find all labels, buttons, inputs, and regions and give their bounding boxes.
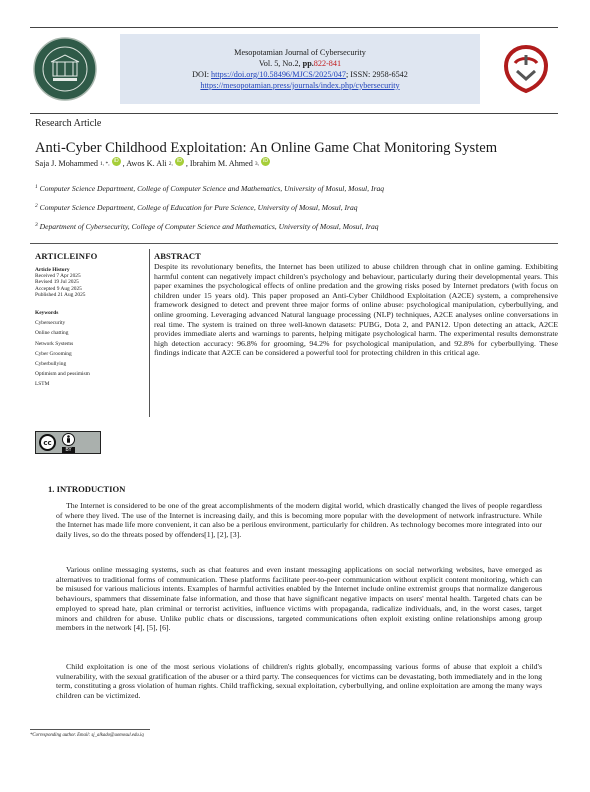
author-superscript: 3, [254,160,260,167]
author-name: Saja J. Mohammed [35,159,98,168]
history-item: Published 21 Aug 2025 [35,291,86,298]
orcid-icon[interactable]: iD [176,158,182,164]
author-name: , Awos K. Ali [122,159,167,168]
author-name: , Ibrahim M. Ahmed [185,159,253,168]
intro-paragraph-2: Various online messaging systems, such as chat features and even instant messaging applications on social networking websites, have emerged as alternatives to traditional forms of communication. These platforms facilitate peer-to-peer communication without explicit content monitoring, which can be misused for various malicious intents. Examples of harmful activities enabled by the Internet include online extremist groups that normalize dangerous behaviours, spammers that disseminate false information, and those that have significant negative impacts on users' mental health. Targeted chats can be employed to spread hate, plan criminal or terrorist activities, influence victims with propaganda, radicalize individuals, and, in the worst cases, target minors and children for abuse. Unlike public chats or discussions, targeted communications often exploit existing online relationships among group members in the network [4], [5], [6]. [56,565,542,633]
article-info-heading: ARTICLEINFO [35,251,98,261]
affiliation-3: $^3$ Department of Cybersecurity, College of Computer Science and Mathematics, University of Mosul, Mosul, Iraq [35,222,379,231]
page-range: 822-841 [313,58,342,68]
introduction-heading: 1. INTRODUCTION [48,484,126,494]
article-info-column [35,251,145,390]
author-superscript: 1, *, [100,160,110,167]
orcid-icon[interactable]: iD [113,158,119,164]
university-seal-logo [30,34,100,104]
keywords-heading: Keywords [35,310,59,317]
history-item: Received 7 Apr 2025 [35,273,81,279]
abstract-section [154,251,558,358]
column-divider [149,249,150,417]
header-top-rule [30,27,558,28]
article-type: Research Article [35,118,102,129]
keyword: Cyber Grooming [35,350,72,357]
abstract-heading: ABSTRACT [154,251,201,261]
journal-url-link[interactable]: https://mesopotamian.press/journals/index.php/cybersecurity [200,80,400,90]
affiliation-2: $^2$ Computer Science Department, College of Education for Pure Science, University of Mosul, Mosul, Iraq [35,203,358,212]
footnote-rule [30,729,150,730]
corresponding-author-footnote: *Corresponding author. Email: sj_alkado@uomosul.edu.iq [30,733,144,738]
abstract-text: Despite its revolutionary benefits, the Internet has been utilized to abuse children through chat in online gaming. Exhibiting harmful content can negatively impact children's psychology and behaviour, particularly during their developmental years. This paper examines the psychological effects of online predation and the growing risks posed by Internet predators (with focus on children under 15 years old). This paper proposed an Anti-Cyber Childhood Exploitation (A2CE) system, a comprehensive framework designed to detect and prevent three major forms of online abuse: psychological manipulation, cyberbullying, and online grooming. Leveraging advanced Natural language processing (NLP) techniques, A2CE analyses online conversations in real time. The system is trained on three well-known datasets: PUBG, Dota 2, and PAN12. Upon detecting an attack, A2CE provides immediate alerts and warnings to parents, helping mitigate psychological harm. The experimental results demonstrate high detection accuracy: 96.8% for grooming, 94.2% for psychological manipulation, and 92.8% for cyberbullying. These findings indicate that A2CE can be considered a powerful tool for protecting children in this critical age. [154,262,558,358]
doi-link[interactable]: https://doi.org/10.58496/MJCS/2025/047 [211,69,346,79]
keyword: Cyberbullying [35,361,67,367]
cc-by-license-badge[interactable] [35,431,101,454]
intro-paragraph-3: Child exploitation is one of the most serious violations of children's rights globally, encompassing various forms of abuse that exploit a child's vulnerability, with the sexual gratification of the abuser or a third party. The consequences for victims can be devastating, both immediately and in the long term, constituting a gross violation of human rights. Child trafficking, sexual exploitation, cyberbullying, and online exploitation are among the many ways children can be victimized. [56,662,542,701]
doi-line: DOI: https://doi.org/10.58496/MJCS/2025/047; ISSN: 2958-6542 [192,69,408,79]
cc-icon: cc [39,434,56,451]
intro-paragraph-1: The Internet is considered to be one of the great accomplishments of the modern digital world, which drastically changed the lives of people regardless of where they lived. The use of the Internet is increasing daily, and this is becoming more popular with the development of network infrastructure. While the Internet has made life more convenient, it can also be a perilous environment, particularly for children. As technology becomes more integrated into our daily lives, so do the threats posed by offenders[1], [2], [3]. [56,501,542,540]
author-list [35,159,270,168]
article-history-heading: Article History [35,267,70,273]
person-icon [62,433,75,446]
keyword: Optimism and pessimism [35,371,90,378]
journal-volume: Vol. 5, No.2, pp.822-841 [258,58,342,68]
history-item: Accepted 9 Aug 2025 [35,285,82,292]
keyword: Online chatting [35,330,69,337]
header-bottom-rule [30,113,558,114]
keyword: Cybersecurity [35,320,66,327]
by-label: BY [62,447,74,453]
affiliation-1: $^1$ Computer Science Department, College of Computer Science and Mathematics, University of Mosul, Mosul, Iraq [35,184,385,193]
by-attribution-icon [62,433,75,453]
keyword: Network Systems [35,340,74,347]
section-divider [30,243,558,244]
keyword: LSTM [35,381,50,388]
journal-info-box [120,34,480,104]
journal-name: Mesopotamian Journal of Cybersecurity [234,47,366,57]
author-superscript: 2, [168,160,173,167]
paper-title: Anti-Cyber Childhood Exploitation: An Online Game Chat Monitoring System [35,140,498,156]
publisher-logo [496,39,556,99]
history-item: Revised 19 Jul 2025 [35,279,79,286]
orcid-icon[interactable]: iD [262,158,269,164]
journal-header [30,31,558,106]
